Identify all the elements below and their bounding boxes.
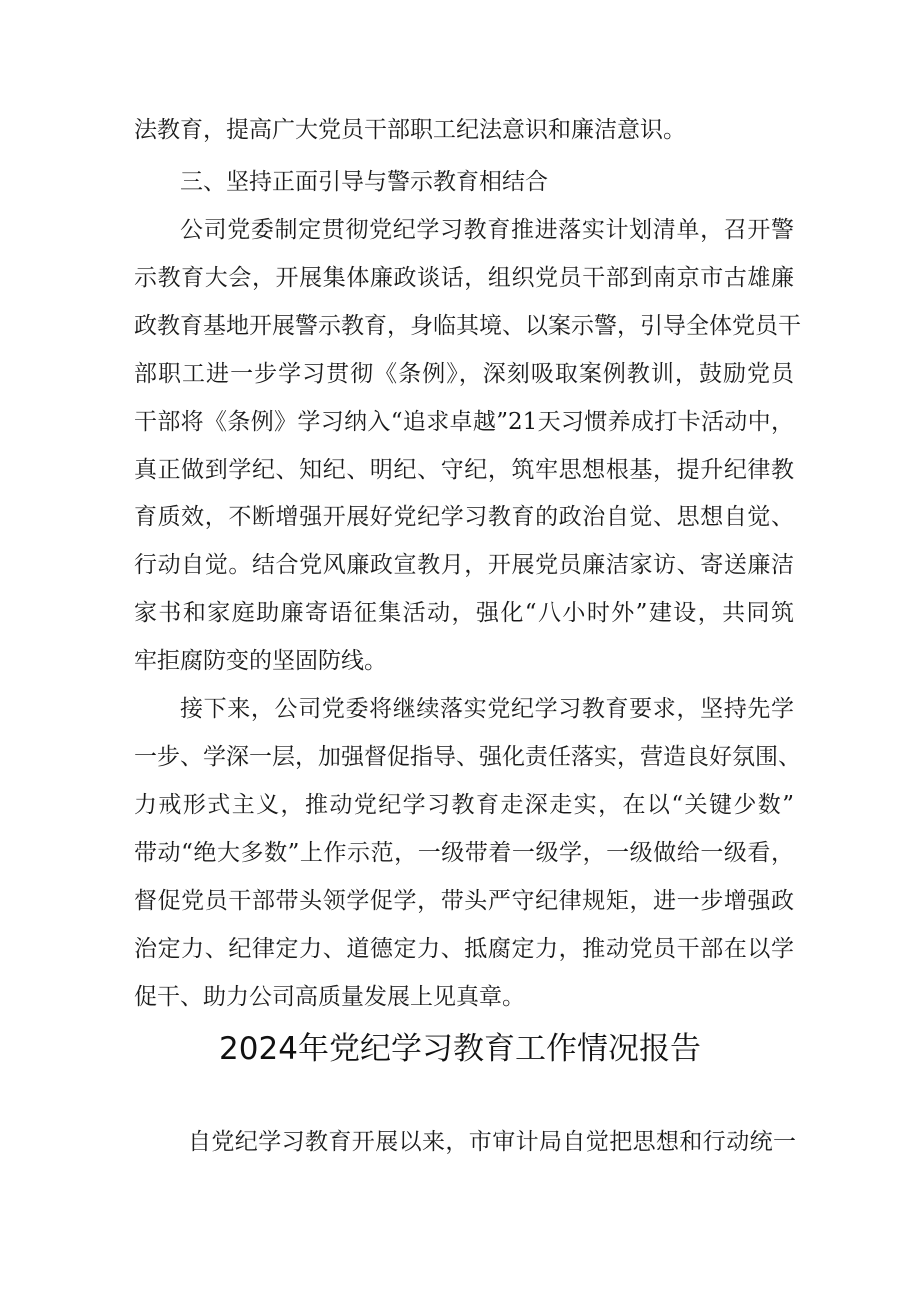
text-line: 治定力、纪律定力、道德定力、抵腐定力，推动党员干部在以学 [134, 936, 794, 962]
text-line: 示教育大会，开展集体廉政谈话，组织党员干部到南京市古雄廉 [134, 265, 794, 291]
text-line: 法教育，提高广大党员干部职工纪法意识和廉洁意识。 [134, 117, 686, 143]
document-title: 2024年党纪学习教育工作情况报告 [219, 1031, 701, 1067]
section-heading: 三、坚持正面引导与警示教育相结合 [180, 169, 548, 195]
text-line: 育质效，不断增强开展好党纪学习教育的政治自觉、思想自觉、 [134, 504, 794, 530]
text-line: 促干、助力公司高质量发展上见真章。 [134, 984, 525, 1010]
text-line: 带动“绝大多数”上作示范，一级带着一级学，一级做给一级看， [134, 840, 794, 866]
text-line: 行动自觉。结合党风廉政宣教月，开展党员廉洁家访、寄送廉洁 [134, 552, 794, 578]
text-line: 牢拒腐防变的坚固防线。 [134, 648, 387, 674]
text-line: 力戒形式主义，推动党纪学习教育走深走实，在以“关键少数” [134, 792, 794, 818]
text-line: 督促党员干部带头领学促学，带头严守纪律规矩，进一步增强政 [134, 888, 794, 914]
text-line: 政教育基地开展警示教育，身临其境、以案示警，引导全体党员干 [134, 313, 801, 339]
text-line: 部职工进一步学习贯彻《条例》，深刻吸取案例教训，鼓励党员 [134, 361, 794, 387]
text-line: 自党纪学习教育开展以来，市审计局自觉把思想和行动统一 [188, 1129, 796, 1155]
text-line: 接下来，公司党委将继续落实党纪学习教育要求，坚持先学 [180, 696, 794, 722]
text-line: 一步、学深一层，加强督促指导、强化责任落实，营造良好氛围、 [134, 744, 801, 770]
text-line: 家书和家庭助廉寄语征集活动，强化“八小时外”建设，共同筑 [134, 600, 794, 626]
text-line: 真正做到学纪、知纪、明纪、守纪，筑牢思想根基，提升纪律教 [134, 457, 794, 483]
text-line: 公司党委制定贯彻党纪学习教育推进落实计划清单，召开警 [180, 217, 794, 243]
text-line: 干部将《条例》学习纳入“追求卓越”21天习惯养成打卡活动中， [134, 409, 794, 435]
